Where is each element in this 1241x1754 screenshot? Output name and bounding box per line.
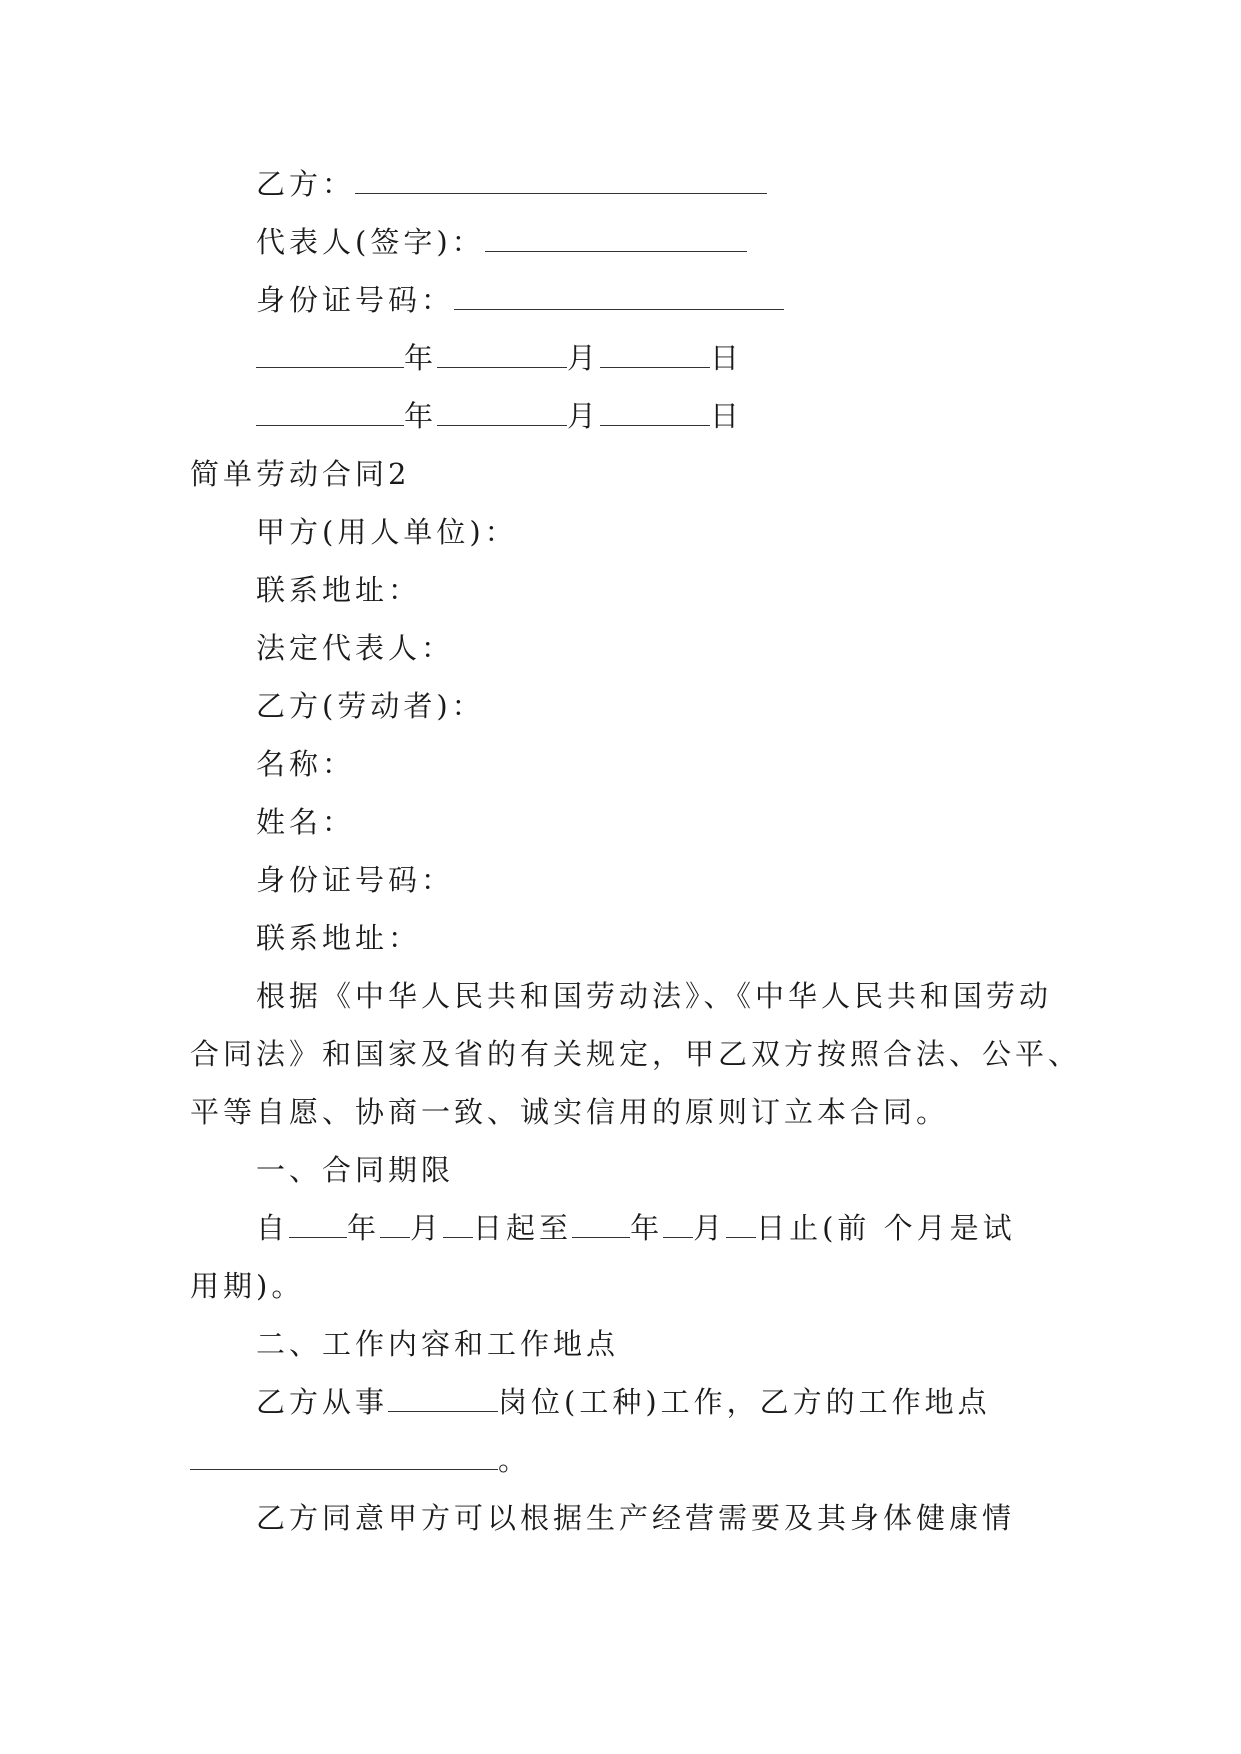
end-month-blank[interactable] [663, 1211, 693, 1238]
section-1-term-line [256, 1210, 1016, 1246]
day-blank[interactable] [600, 399, 710, 426]
year-label: 年 [404, 399, 438, 433]
representative-label: 代表人(签字)： [256, 225, 485, 259]
representative-blank[interactable] [485, 225, 747, 252]
representative-signature-line [256, 224, 747, 260]
job-position-blank[interactable] [388, 1385, 498, 1412]
preamble-line-3: 平等自愿、协商一致、诚实信用的原则订立本合同。 [190, 1095, 950, 1129]
party-b-label: 乙方： [256, 167, 356, 201]
person-name-label: 姓名： [256, 805, 356, 839]
year-label: 年 [404, 341, 438, 375]
month-label: 月 [567, 341, 601, 375]
end-year-blank[interactable] [572, 1211, 630, 1238]
section-2-location-line [190, 1442, 531, 1478]
from-label: 自 [256, 1211, 290, 1245]
year-label: 年 [630, 1211, 664, 1245]
preamble-line-2: 合同法》和国家及省的有关规定，甲乙双方按照合法、公平、 [190, 1037, 1082, 1071]
day-blank[interactable] [600, 341, 710, 368]
section-1-title: 一、合同期限 [256, 1153, 455, 1187]
month-label: 月 [567, 399, 601, 433]
start-day-label: 日起至 [473, 1211, 573, 1245]
year-blank[interactable] [256, 399, 404, 426]
date-line-2 [256, 398, 743, 434]
name-label: 名称： [256, 747, 356, 781]
month-blank[interactable] [437, 399, 567, 426]
party-b-label: 乙方(劳动者)： [256, 689, 485, 723]
job-suffix-label: 岗位(工种)工作，乙方的工作地点 [498, 1385, 991, 1419]
address-a-label: 联系地址： [256, 573, 422, 607]
year-label: 年 [347, 1211, 381, 1245]
month-label: 月 [693, 1211, 727, 1245]
section-2-title: 二、工作内容和工作地点 [256, 1327, 620, 1361]
year-blank[interactable] [256, 341, 404, 368]
work-location-blank[interactable] [190, 1443, 498, 1470]
day-label: 日 [710, 399, 744, 433]
month-blank[interactable] [437, 341, 567, 368]
party-a-label: 甲方(用人单位)： [256, 515, 518, 549]
address-b-label: 联系地址： [256, 921, 422, 955]
start-day-blank[interactable] [443, 1211, 473, 1238]
month-label: 月 [410, 1211, 444, 1245]
end-day-label: 日止(前 个月是试 [756, 1211, 1016, 1245]
location-end-mark: 。 [498, 1443, 532, 1477]
job-prefix-label: 乙方从事 [256, 1385, 389, 1419]
id-number-blank[interactable] [454, 283, 784, 310]
party-b-blank[interactable] [355, 167, 767, 194]
preamble-line-1: 根据《中华人民共和国劳动法》、《中华人民共和国劳动 [256, 979, 1053, 1013]
section-2-paragraph-2: 乙方同意甲方可以根据生产经营需要及其身体健康情 [256, 1501, 1016, 1535]
id-number-label: 身份证号码： [256, 283, 455, 317]
section-2-job-line [256, 1384, 991, 1420]
contract-title: 简单劳动合同2 [190, 457, 411, 491]
date-line-1 [256, 340, 743, 376]
start-year-blank[interactable] [289, 1211, 347, 1238]
start-month-blank[interactable] [380, 1211, 410, 1238]
day-label: 日 [710, 341, 744, 375]
id-number-label: 身份证号码： [256, 863, 455, 897]
id-number-signature-line [256, 282, 784, 318]
section-1-term-line-2: 用期)。 [190, 1269, 305, 1303]
legal-rep-label: 法定代表人： [256, 631, 455, 665]
party-b-signature-line [256, 166, 767, 202]
end-day-blank[interactable] [726, 1211, 756, 1238]
